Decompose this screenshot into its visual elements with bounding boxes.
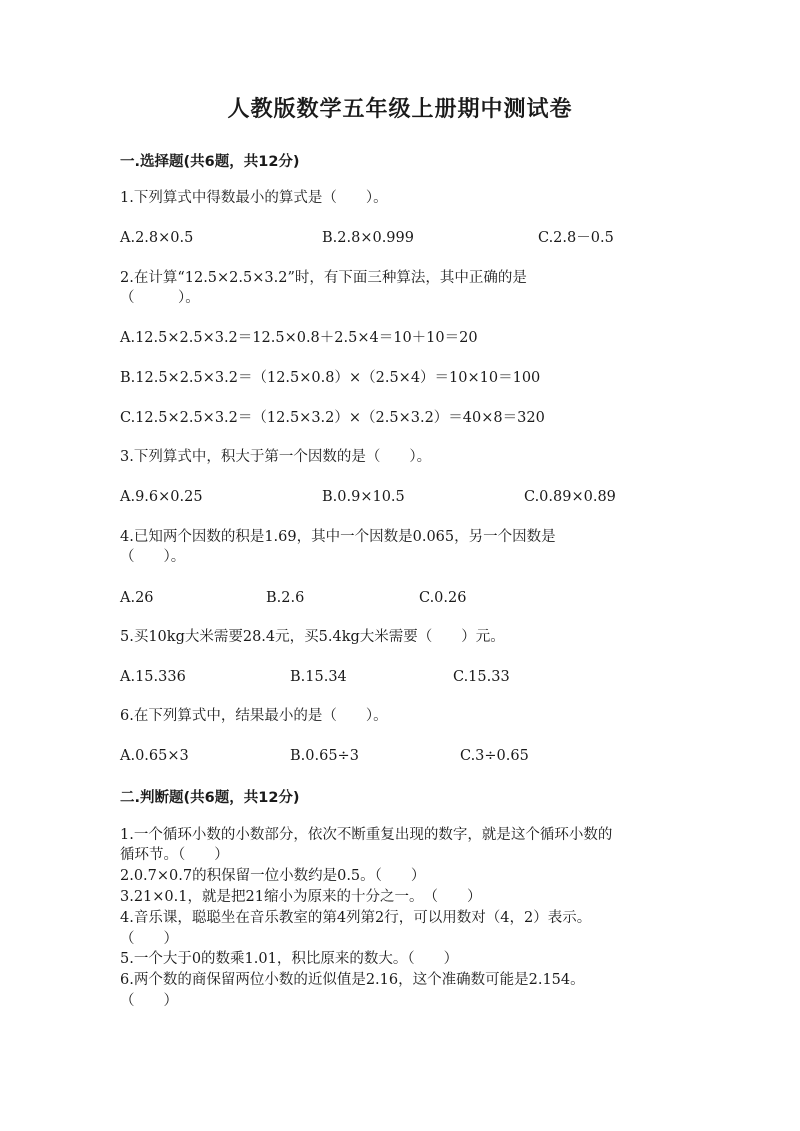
question-4-option-c: C.0.26 xyxy=(419,590,467,606)
question-2-text-cont: （ ）。 xyxy=(120,290,200,306)
judge-line: （ ） xyxy=(120,993,178,1009)
question-1-option-c: C.2.8－0.5 xyxy=(538,230,614,246)
question-1-option-a: A.2.8×0.5 xyxy=(120,230,194,246)
question-3-option-a: A.9.6×0.25 xyxy=(120,489,203,505)
question-4-text-cont: （ ）。 xyxy=(120,549,186,565)
question-5-option-b: B.15.34 xyxy=(290,669,347,685)
question-2-option-a: A.12.5×2.5×3.2＝12.5×0.8＋2.5×4＝10＋10＝20 xyxy=(120,330,478,346)
judge-line: 3.21×0.1，就是把21缩小为原来的十分之一。 （ ） xyxy=(120,889,482,905)
judge-line: 5.一个大于0的数乘1.01，积比原来的数大。（ ） xyxy=(120,951,459,967)
question-6-option-b: B.0.65÷3 xyxy=(290,748,359,764)
section-heading-choice: 一.选择题(共6题，共12分) xyxy=(120,154,300,170)
question-1-option-b: B.2.8×0.999 xyxy=(322,230,414,246)
judge-line: 6.两个数的商保留两位小数的近似值是2.16，这个准确数可能是2.154。 xyxy=(120,972,585,988)
judge-line: 2.0.7×0.7的积保留一位小数约是0.5。（ ） xyxy=(120,868,426,884)
question-2-option-b: B.12.5×2.5×3.2＝（12.5×0.8）×（2.5×4）＝10×10＝100 xyxy=(120,370,541,386)
question-5-option-c: C.15.33 xyxy=(453,669,510,685)
question-1-text: 1.下列算式中得数最小的算式是（ ）。 xyxy=(120,190,388,206)
judge-line: （ ） xyxy=(120,931,178,947)
question-2-text: 2.在计算“12.5×2.5×3.2”时，有下面三种算法，其中正确的是 xyxy=(120,270,527,286)
judge-line: 循环节。（ ） xyxy=(120,847,229,863)
question-5-text: 5.买10kg大米需要28.4元，买5.4kg大米需要（ ）元。 xyxy=(120,629,505,645)
question-4-text: 4.已知两个因数的积是1.69，其中一个因数是0.065，另一个因数是 xyxy=(120,529,556,545)
page-title: 人教版数学五年级上册期中测试卷 xyxy=(227,97,573,122)
question-4-option-a: A.26 xyxy=(120,590,154,606)
question-6-option-c: C.3÷0.65 xyxy=(460,748,529,764)
question-4-option-b: B.2.6 xyxy=(266,590,305,606)
judge-line: 4.音乐课，聪聪坐在音乐教室的第4列第2行，可以用数对（4，2）表示。 xyxy=(120,910,592,926)
question-6-text: 6.在下列算式中，结果最小的是（ ）。 xyxy=(120,708,388,724)
question-6-option-a: A.0.65×3 xyxy=(120,748,189,764)
question-3-text: 3.下列算式中，积大于第一个因数的是（ ）。 xyxy=(120,449,432,465)
question-3-option-c: C.0.89×0.89 xyxy=(524,489,616,505)
section-heading-judge: 二.判断题(共6题，共12分) xyxy=(120,790,300,806)
judge-line: 1.一个循环小数的小数部分，依次不断重复出现的数字，就是这个循环小数的 xyxy=(120,827,613,843)
question-2-option-c: C.12.5×2.5×3.2＝（12.5×3.2）×（2.5×3.2）＝40×8＝320 xyxy=(120,410,545,426)
question-3-option-b: B.0.9×10.5 xyxy=(322,489,405,505)
question-5-option-a: A.15.336 xyxy=(120,669,186,685)
